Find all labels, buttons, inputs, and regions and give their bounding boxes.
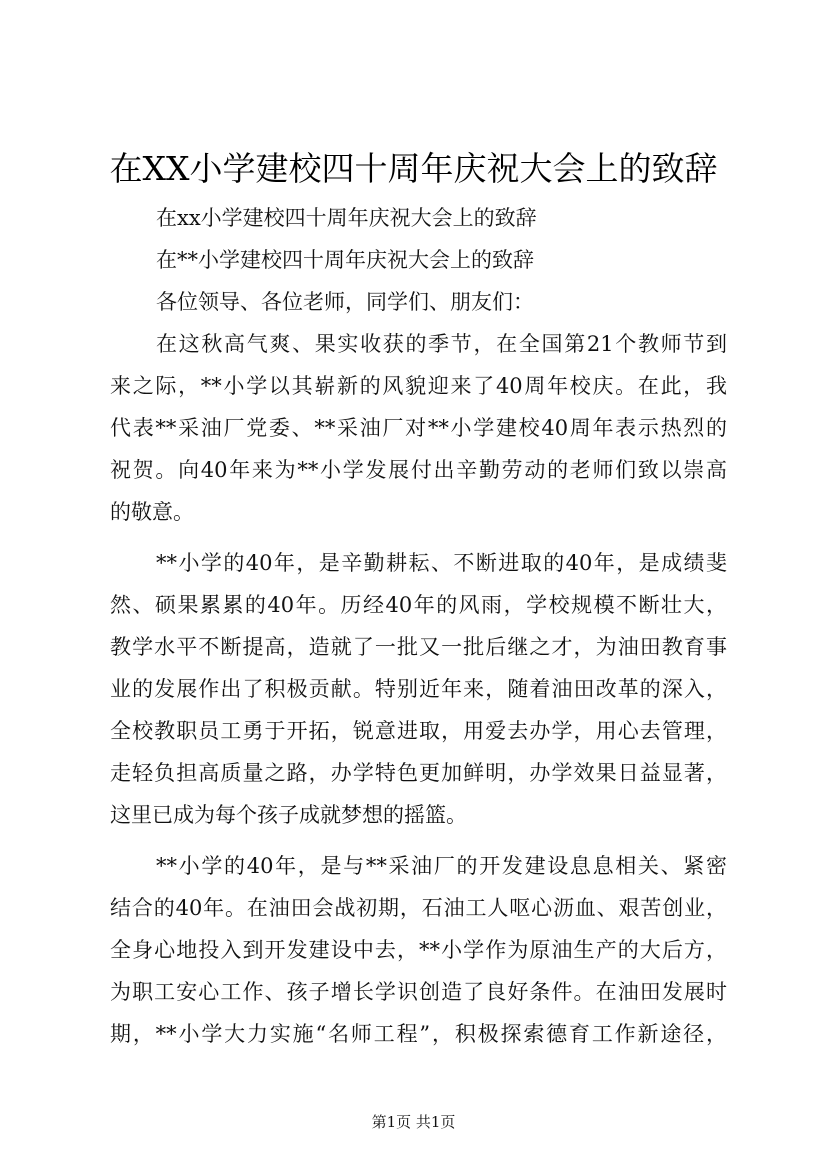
text-line: 走轻负担高质量之路，办学特色更加鲜明，办学效果日益显著，	[110, 761, 727, 785]
text-line: 为职工安心工作、孩子增长学识创造了良好条件。在油田发展时	[110, 980, 727, 1004]
text-line: 在**小学建校四十周年庆祝大会上的致辞	[156, 248, 534, 272]
text-line: 来之际，**小学以其崭新的风貌迎来了40周年校庆。在此，我	[110, 374, 727, 398]
text-line: 然、硕果累累的40年。历经40年的风雨，学校规模不断壮大，	[110, 593, 727, 617]
document-title: 在XX小学建校四十周年庆祝大会上的致辞	[109, 149, 718, 188]
text-line: 在xx小学建校四十周年庆祝大会上的致辞	[156, 206, 537, 230]
text-line: 的敬意。	[110, 500, 194, 524]
text-line: **小学的40年，是辛勤耕耘、不断进取的40年，是成绩斐	[156, 551, 727, 575]
text-line: 这里已成为每个孩子成就梦想的摇篮。	[110, 803, 467, 827]
text-line: 代表**采油厂党委、**采油厂对**小学建校40周年表示热烈的	[110, 416, 727, 440]
paragraph-gap	[110, 533, 727, 542]
text-line: 全校教职员工勇于开拓，锐意进取，用爱去办学，用心去管理，	[110, 719, 727, 743]
text-line: 在这秋高气爽、果实收获的季节，在全国第21个教师节到	[156, 332, 727, 356]
text-line: 教学水平不断提高，造就了一批又一批后继之才，为油田教育事	[110, 635, 727, 659]
text-line: 结合的40年。在油田会战初期，石油工人呕心沥血、艰苦创业，	[110, 896, 727, 920]
text-line: 业的发展作出了积极贡献。特别近年来，随着油田改革的深入，	[110, 677, 727, 701]
text-line: 全身心地投入到开发建设中去，**小学作为原油生产的大后方，	[110, 938, 727, 962]
text-line: **小学的40年，是与**采油厂的开发建设息息相关、紧密	[156, 854, 727, 878]
text-line: 期，**小学大力实施“名师工程”，积极探索德育工作新途径，	[110, 1022, 727, 1046]
text-line: 各位领导、各位老师，同学们、朋友们：	[156, 290, 534, 314]
text-line: 祝贺。向40年来为**小学发展付出辛勤劳动的老师们致以崇高	[110, 458, 727, 482]
page-footer: 第1页 共1页	[371, 1113, 456, 1131]
document-body	[110, 197, 727, 1055]
paragraph-gap	[110, 836, 727, 845]
